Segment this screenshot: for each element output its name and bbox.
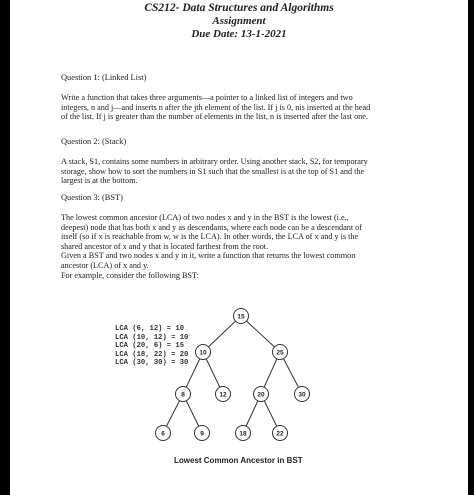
question-1-line: Write a function that takes three arguments—a pointer to a linked list of integers and two bbox=[61, 93, 353, 102]
question-3-line: itself (so if x is reachable from w, w is the LCA). In other words, the LCA of x and y is the bbox=[61, 232, 359, 242]
node-6-label: 6 bbox=[161, 430, 165, 438]
node-18-label: 18 bbox=[239, 430, 247, 438]
question-2-heading: Question 2: (Stack) bbox=[61, 137, 127, 146]
due-date: Due Date: 13-1-2021 bbox=[191, 28, 287, 40]
question-2-line: storage, show how to sort the numbers in S1 such that the smallest is at the top of S1 and the bbox=[61, 166, 365, 176]
question-3-line: Given a BST and two nodes x and y in it, write a function that returns the lowest common bbox=[61, 251, 356, 261]
assignment-label: Assignment bbox=[212, 15, 266, 27]
course-title: CS212- Data Structures and Algorithms bbox=[144, 2, 334, 14]
node-15-label: 15 bbox=[237, 313, 245, 321]
question-1-heading: Question 1: (Linked List) bbox=[61, 73, 147, 82]
node-20-label: 20 bbox=[257, 391, 265, 399]
question-3-line: The lowest common ancestor (LCA) of two nodes x and y in the BST is the lowest (i.e., bbox=[61, 213, 349, 222]
question-3-line: ancestor (LCA) of x and y. bbox=[61, 260, 149, 270]
question-1-line: integers, n and j—and inserts n after the jth element of the list. If j is 0, nis inserted at the head bbox=[61, 102, 371, 112]
node-10-label: 10 bbox=[199, 349, 207, 357]
question-2-line: largest is at the bottom. bbox=[61, 176, 138, 186]
lca-example: LCA (18, 22) = 20 bbox=[115, 350, 189, 359]
lca-example: LCA (6, 12) = 10 bbox=[115, 325, 185, 333]
assignment-page bbox=[10, 0, 468, 495]
lca-example: LCA (10, 12) = 10 bbox=[115, 333, 189, 342]
node-8-label: 8 bbox=[181, 391, 185, 399]
lca-example: LCA (30, 30) = 30 bbox=[115, 359, 189, 368]
question-3-heading: Question 3: (BST) bbox=[61, 193, 123, 202]
question-3-line: deepest) node that has both x and y as descendants, where each node can be a descendant of bbox=[61, 222, 362, 232]
figure-caption: Lowest Common Ancestor in BST bbox=[174, 456, 303, 465]
question-3-line: shared ancestor of x and y that is located farthest from the root. bbox=[61, 241, 269, 251]
tree-edges bbox=[163, 313, 302, 433]
question-1-line: of the list. If j is greater than the number of elements in the list, n is inserted after the last one. bbox=[61, 112, 368, 122]
node-9-label: 9 bbox=[200, 430, 204, 438]
node-12-label: 12 bbox=[219, 391, 227, 399]
bst-diagram bbox=[10, 0, 468, 495]
question-3-line: For example, consider the following BST: bbox=[61, 270, 199, 280]
node-22-label: 22 bbox=[276, 430, 284, 438]
question-2-line: A stack, S1, contains some numbers in arbitrary order. Using another stack, S2, for temporary bbox=[61, 157, 368, 166]
node-25-label: 25 bbox=[276, 349, 284, 357]
lca-example: LCA (20, 6) = 15 bbox=[115, 342, 185, 351]
node-30-label: 30 bbox=[298, 391, 306, 399]
